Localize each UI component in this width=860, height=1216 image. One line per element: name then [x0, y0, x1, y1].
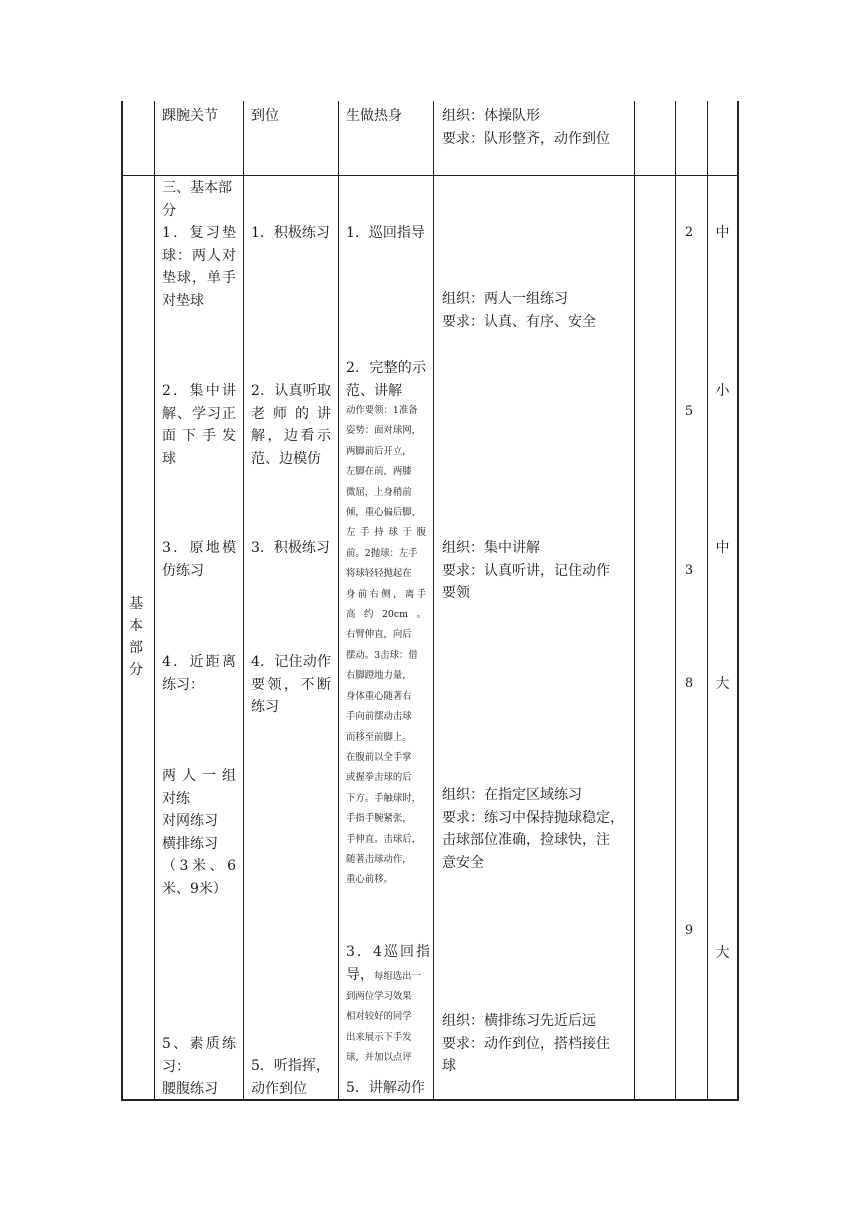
teacher-action-essentials: 动作要领：1准备 姿势：面对球网， 两脚前后开立， 左脚在前，两膝 微屈，上身稍前 倾，重心偏后脚， 左手持球于腹 前。2抛球：左手 将球轻轻抛起在 身前右侧，离手 高约20cm。 右臂伸直，向后 摆动。3击球：借 右脚蹬地力量， 身体重心随著右 手向前摆动击球 而移至前脚上。 在腹前以全手掌 或握拳击球的后 下方。手触球时， 手指手腕紧张， 手伸直。击球后， 随著击球动作， 重心前移。	[346, 405, 426, 886]
time-value: 5	[684, 404, 694, 419]
student-activity-1: 1．积极练习	[251, 225, 330, 241]
top-organization-cell: 组织：体操队形 要求：队形整齐，动作到位	[442, 108, 610, 147]
organization-1: 组织：两人一组练习 要求：认真、有序、安全	[442, 291, 596, 330]
content-item-4: 4．近距离 练习：	[162, 654, 236, 693]
content-heading: 三、基本部 分	[162, 180, 232, 219]
column-divider	[433, 101, 434, 1101]
intensity-value: 中	[715, 225, 730, 241]
intensity-value: 大	[715, 676, 730, 692]
teacher-activity-3-4-detail: 到两位学习效果 相对较好的同学 出来展示下手发 球，并加以点评	[346, 991, 412, 1064]
column-divider	[243, 101, 244, 1101]
content-item-3: 3．原地模 仿练习	[162, 540, 236, 579]
column-divider	[675, 101, 676, 1101]
content-item-1: 1．复习垫 球：两人对 垫球，单手 对垫球	[162, 225, 236, 309]
column-divider	[338, 101, 339, 1101]
organization-3: 组织：在指定区域练习 要求：练习中保持抛球稳定， 击球部位准确，捡球快，注 意安全	[442, 787, 624, 871]
content-item-2: 2．集中讲 解、学习正 面下手发 球	[162, 383, 236, 467]
content-item-5: 5、素质练 习： 腰腹练习	[162, 1036, 236, 1097]
time-value: 2	[684, 225, 694, 240]
time-value: 9	[684, 923, 694, 938]
column-divider	[154, 101, 155, 1101]
teacher-activity-2: 2．完整的示 范、讲解	[346, 360, 426, 399]
row-divider	[121, 175, 739, 176]
teacher-activity-1: 1．巡回指导	[346, 225, 425, 241]
organization-4: 组织：横排练习先近后远 要求：动作到位，搭档接住 球	[442, 1013, 610, 1074]
student-activity-4: 4．记住动作 要领，不断 练习	[251, 654, 331, 715]
student-activity-3: 3．积极练习	[251, 540, 330, 556]
student-activity-5: 5．听指挥， 动作到位	[251, 1058, 330, 1097]
intensity-value: 小	[715, 383, 730, 399]
time-value: 3	[684, 563, 694, 578]
top-student-cell: 到位	[251, 108, 279, 124]
intensity-value: 大	[715, 945, 730, 961]
intensity-value: 中	[715, 540, 730, 556]
organization-2: 组织：集中讲解 要求：认真听讲，记住动作 要领	[442, 540, 610, 601]
teacher-activity-5: 5．讲解动作	[346, 1080, 425, 1096]
content-pair-practice: 两人一组 对练 对网练习 横排练习 （3米、6 米、9米）	[162, 768, 236, 897]
student-activity-2: 2．认真听取 老师的讲 解，边看示 范、边模仿	[251, 383, 331, 467]
table-border	[737, 101, 739, 1101]
section-label: 基本部分	[129, 596, 143, 678]
table-border	[121, 101, 123, 1101]
top-teacher-cell: 生做热身	[346, 108, 402, 124]
teacher-activity-3-4: 3．4巡回指 导，每组选出一	[346, 944, 430, 983]
column-divider	[634, 101, 635, 1101]
time-value: 8	[684, 676, 694, 691]
top-content-cell: 踝腕关节	[162, 108, 218, 124]
